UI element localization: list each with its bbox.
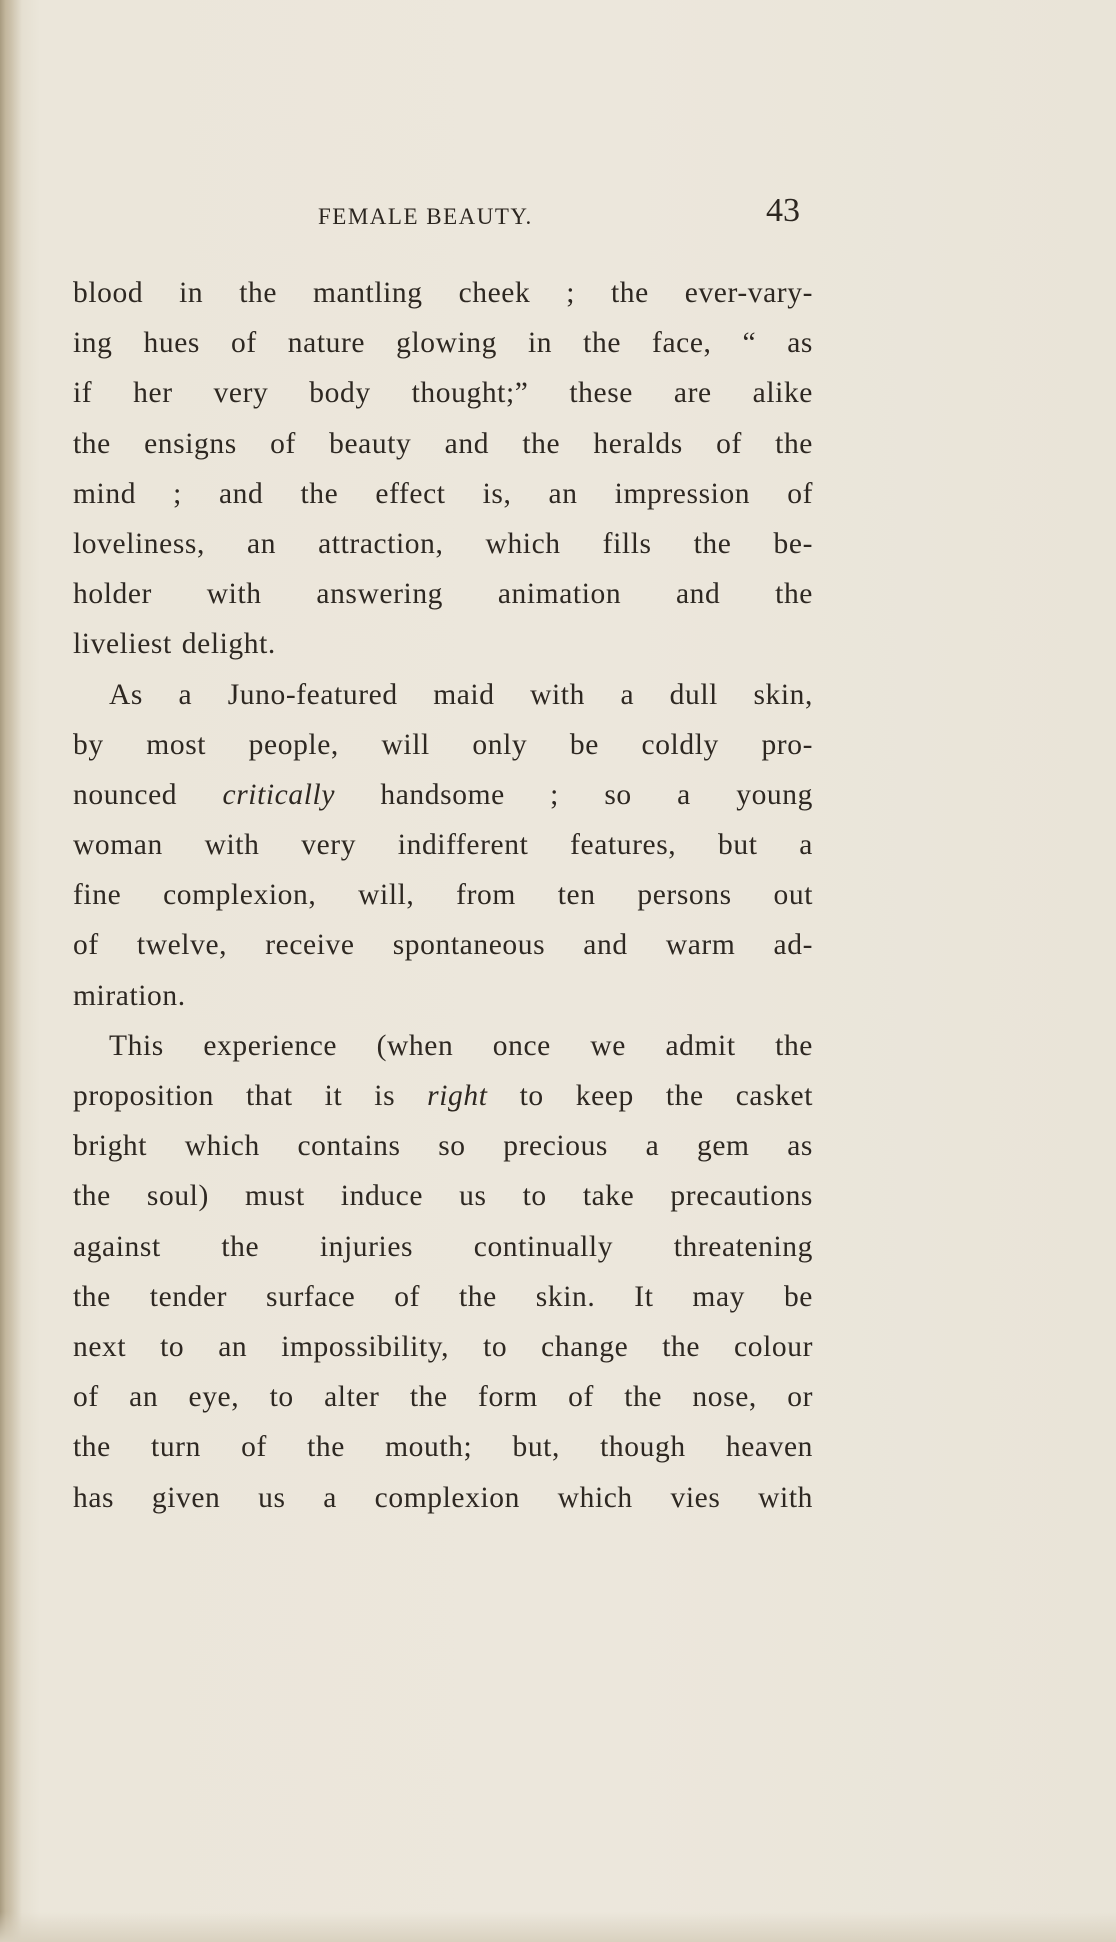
gutter-shadow <box>0 0 22 1942</box>
line-text: handsome ; so a young <box>335 778 813 811</box>
page-header <box>0 192 1116 242</box>
page-number: 43 <box>766 192 800 229</box>
text-line: fine complexion, will, from ten persons out <box>73 879 813 912</box>
line-text: to keep the casket <box>487 1080 813 1112</box>
text-line: blood in the mantling cheek ; the ever-vary- <box>73 277 813 309</box>
text-line: has given us a complexion which vies with <box>73 1481 813 1514</box>
text-line: by most people, will only be coldly pro- <box>73 728 813 761</box>
text-line: mind ; and the effect is, an impression of <box>73 477 813 510</box>
text-line: liveliest delight. <box>73 628 276 661</box>
text-line: miration. <box>73 979 186 1012</box>
text-line: if her very body thought;” these are alike <box>73 377 813 410</box>
text-line: holder with answering animation and the <box>73 578 813 611</box>
italic-word: right <box>427 1080 488 1112</box>
text-line: the ensigns of beauty and the heralds of the <box>73 427 813 460</box>
text-line: next to an impossibility, to change the colour <box>73 1330 813 1363</box>
text-line: This experience (when once we admit the <box>109 1029 813 1062</box>
text-line: bright which contains so precious a gem as <box>73 1130 813 1163</box>
text-line: ing hues of nature glowing in the face, “ as <box>73 327 813 360</box>
text-line: the soul) must induce us to take precautions <box>73 1180 813 1213</box>
text-line: of an eye, to alter the form of the nose, or <box>73 1381 813 1414</box>
text-line: woman with very indifferent features, but a <box>73 829 813 862</box>
line-text: nounced <box>73 778 223 811</box>
text-line: of twelve, receive spontaneous and warm ad- <box>73 929 813 962</box>
text-line: As a Juno-featured maid with a dull skin, <box>109 678 813 711</box>
text-line <box>73 770 813 820</box>
text-line: the tender surface of the skin. It may be <box>73 1280 813 1313</box>
text-line: against the injuries continually threatening <box>73 1230 813 1263</box>
italic-word: critically <box>222 778 336 811</box>
running-head: FEMALE BEAUTY. <box>318 204 533 229</box>
page-bottom-edge <box>0 1912 1116 1942</box>
line-text: proposition that it is <box>73 1080 428 1112</box>
text-line <box>73 1071 813 1121</box>
text-line: the turn of the mouth; but, though heaven <box>73 1431 813 1464</box>
text-line: loveliness, an attraction, which fills the be- <box>73 527 813 560</box>
body-text <box>73 268 813 1523</box>
